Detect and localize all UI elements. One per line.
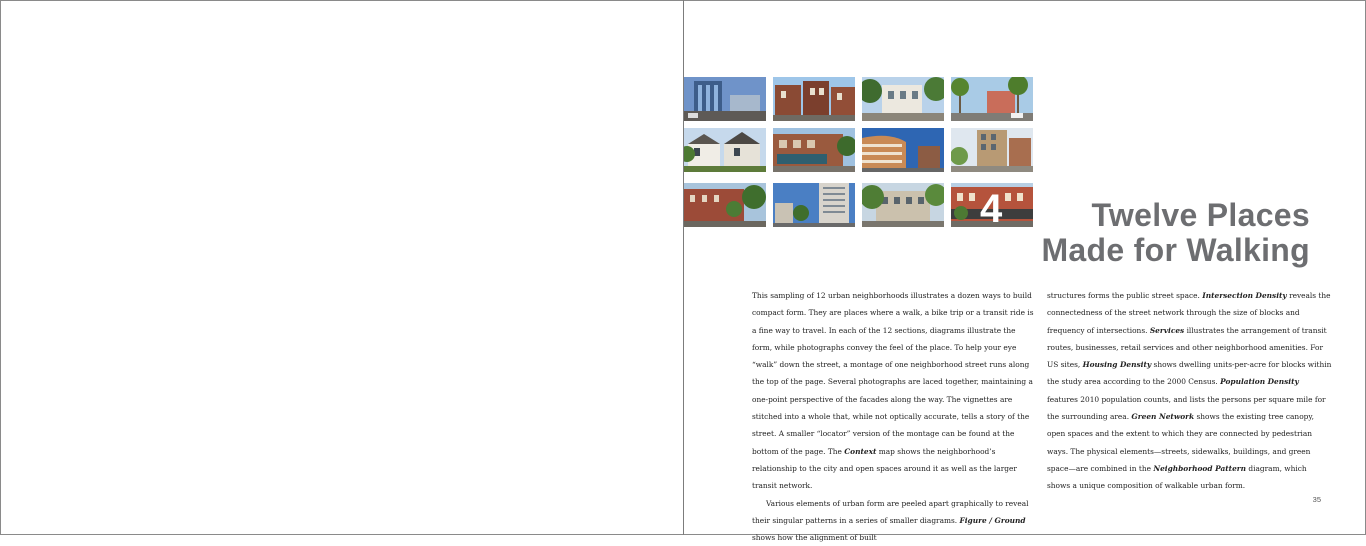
intro-text: This sampling of 12 urban neighborhoods illustrates a dozen ways to build compact form. They are places where a walk, a bike trip or a transit ride is a fine way to travel. In each of the 12 sections, diagrams illustrate the form, while photographs convey the feel of the place. To help your eye “walk” down the street, a montage of one neighborhood street runs along the top of the page. Several photographs are laced together, maintaining a one-point perspective of the facades along the way. The vignettes are stitched into a whole that, while not optically accurate, tells a story of the street. A smaller “locator” version of the montage can be found at the bottom of the page. The [752,291,1034,456]
elements-text: Various elements of urban form are peeled apart graphically to reveal their singular patterns in a series of smaller diagrams. [752,498,1029,525]
left-page-blank [1,1,682,534]
body-column-right [1047,287,1332,495]
red-brick-street-photo [684,183,766,227]
diagrams-text-e: features 2010 population counts, and lists the persons per square mile for the surrounding area. [1047,394,1326,422]
brick-storefront-photo [773,128,855,172]
elements-text-end: shows how the alignment of built [752,533,877,543]
diagrams-paragraph [1047,287,1332,495]
population-density-term: Population Density [1220,377,1299,387]
diagrams-text-g: diagram, which shows a unique composition of walkable urban form. [1047,463,1307,491]
chapter-title [1041,198,1310,268]
tree-lined-apartments-photo [862,183,944,227]
chapter-number: 4 [980,187,1003,231]
green-network-term: Green Network [1131,412,1195,422]
figure-ground-term: Figure / Ground [959,515,1026,525]
intersection-density-term: Intersection Density [1202,291,1287,300]
diagrams-text-c: illustrates the arrangement of transit routes, businesses, retail services and other neighborhood amenities. For US sites, [1047,325,1327,370]
white-house-trees-photo [862,77,944,121]
services-term: Services [1149,325,1185,335]
highrise-avenue-photo [773,183,855,227]
body-column-left [752,287,1037,546]
palm-street-photo [951,77,1033,121]
diagrams-text-f: shows the existing tree canopy, open spaces and the extent to which they are connected by pedestrian ways. The physical elements—streets, sidewalks, buildings, and green space—are combined in the [1047,412,1314,473]
mixed-use-block-photo [951,128,1033,172]
context-term: Context [844,446,877,456]
intro-text-end: map shows the neighborhood’s relationship to the city and open spaces around it as well as the larger transit network. [752,446,1017,491]
diagrams-text-b: reveals the connectedness of the street network through the size of blocks and frequency of intersections. [1047,291,1331,335]
housing-density-term: Housing Density [1082,360,1152,370]
right-page [684,1,1365,543]
brick-rowhouses-photo [773,77,855,121]
glass-tower-street-photo [684,77,766,121]
neighborhood-pattern-term: Neighborhood Pattern [1153,463,1247,473]
elements-paragraph [752,495,1037,546]
diagrams-text-d: shows dwelling units-per-acre for blocks within the study area according to the 2000 Census. [1047,360,1332,387]
intro-paragraph [752,287,1037,495]
curved-building-photo [862,128,944,172]
townhouses-photo [684,128,766,172]
diagrams-text-a: structures forms the public street space. [1047,291,1203,300]
chapter-title-line-2: Made for Walking [1041,232,1310,268]
chapter-title-line-1: Twelve Places [1091,197,1310,233]
page-number: 35 [1312,495,1321,504]
